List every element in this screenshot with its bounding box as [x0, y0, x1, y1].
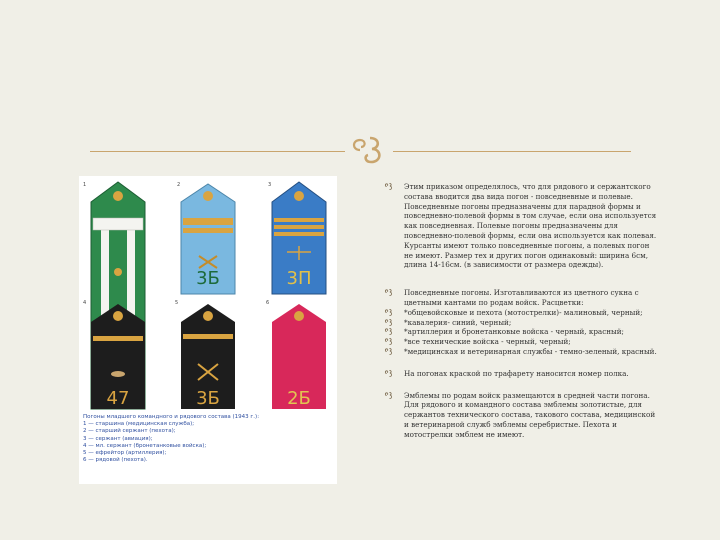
- shoulder-boards-illustration: [79, 176, 337, 414]
- strap-number-1: 1: [83, 182, 87, 188]
- shoulder-boards-figure: [79, 176, 337, 484]
- bullet-text: *медицинская и ветеринарная службы - темно-зеленый, красный.: [404, 346, 657, 356]
- strap-number-6: 6: [266, 300, 270, 306]
- swirl-bullet-icon: [384, 337, 393, 346]
- swirl-bullet-icon: [384, 318, 393, 327]
- strap-5: [181, 304, 235, 409]
- bullet-item: [384, 288, 659, 308]
- bullet-item: [384, 391, 659, 440]
- strap-4-number: 47: [106, 388, 130, 409]
- bullet-text: На погонах краской по трафарету наносится номер полка.: [404, 368, 629, 378]
- strap-6: [272, 304, 326, 409]
- strap-6-number: 2Б: [287, 388, 311, 409]
- bullet-text: *артиллерия и бронетанковые войска - черный, красный;: [404, 327, 624, 337]
- bullet-text: Эмблемы по родам войск размещаются в средней части погона. Для рядового и командного состава эмблемы золотистые, для сержантов технического состава, такового состава, медицинской и ветеринарной служб эмблемы серебристые. Пехота и мотострелки эмблем не имеют.: [404, 390, 656, 439]
- bullet-text: *кавалерия- синий, черный;: [404, 317, 512, 327]
- bullet-text: *общевойсковые и пехота (мотострелки)- малиновый, черный;: [404, 307, 643, 317]
- caption-line: 2 — старший сержант (пехота);: [83, 428, 176, 435]
- bullet-text: Этим приказом определялось, что для рядового и сержантского состава вводится два вида погон - повседневные и полевые. Повседневные погоны предназначены для парадной формы и повседневно-полевой формы в том случае, если она используется как повседневная. Полевые погоны предназначены для повседневно-полевой формы, если она используется как полевая. Курсанты имеют только повседневные погоны, а полевых погон не имеют. Размер тех и других погон одинаковый: ширина 6см, длина 14-16см. (в зависимости от размера одежды).: [404, 182, 657, 270]
- bullet-item: [384, 369, 659, 379]
- bullet-item: [384, 347, 659, 357]
- strap-2-number: 3Б: [196, 268, 220, 289]
- strap-3-number: 3П: [286, 268, 312, 289]
- caption-line: 5 — ефрейтор (артиллерия);: [83, 450, 167, 457]
- swirl-bullet-icon: [384, 327, 393, 336]
- strap-number-3: 3: [268, 182, 272, 188]
- bullet-text: *все технические войска - черный, черный;: [404, 337, 571, 347]
- bullet-item: [384, 327, 659, 337]
- body-text: [384, 182, 659, 452]
- bullet-text: Повседневные погоны. Изготавливаются из цветного сукна с цветными кантами по родам войск. Расцветки:: [404, 288, 639, 307]
- caption-line: 4 — мл. сержант (бронетанковые войска);: [83, 442, 207, 449]
- swirl-bullet-icon: [384, 308, 393, 317]
- caption-line: 3 — сержант (авиация);: [83, 435, 153, 442]
- strap-number-2: 2: [177, 182, 181, 188]
- swirl-bullet-icon: [384, 347, 393, 356]
- bullet-group: [384, 288, 659, 357]
- strap-3: [272, 182, 326, 294]
- swirl-bullet-icon: [384, 391, 393, 400]
- swirl-bullet-icon: [384, 369, 393, 378]
- strap-2: [181, 184, 235, 294]
- bullet-item: [384, 308, 659, 318]
- figure-caption: [83, 414, 333, 464]
- caption-line: 1 — старшина (медицинская служба);: [83, 421, 195, 428]
- strap-4: [91, 304, 145, 409]
- swirl-bullet-icon: [384, 288, 393, 297]
- bullet-item: [384, 337, 659, 347]
- strap-number-4: 4: [83, 300, 87, 306]
- swirl-ornament-icon: [346, 132, 392, 168]
- swirl-bullet-icon: [384, 182, 393, 191]
- title-rule-left: [90, 151, 345, 152]
- strap-5-number: 3Б: [196, 388, 220, 409]
- caption-line: 6 — рядовой (пехота).: [83, 457, 148, 464]
- bullet-item: [384, 182, 659, 270]
- strap-number-5: 5: [175, 300, 179, 306]
- bullet-item: [384, 318, 659, 328]
- title-rule-right: [393, 151, 631, 152]
- caption-heading: Погоны младшего командного и рядового состава (1943 г.):: [83, 414, 260, 420]
